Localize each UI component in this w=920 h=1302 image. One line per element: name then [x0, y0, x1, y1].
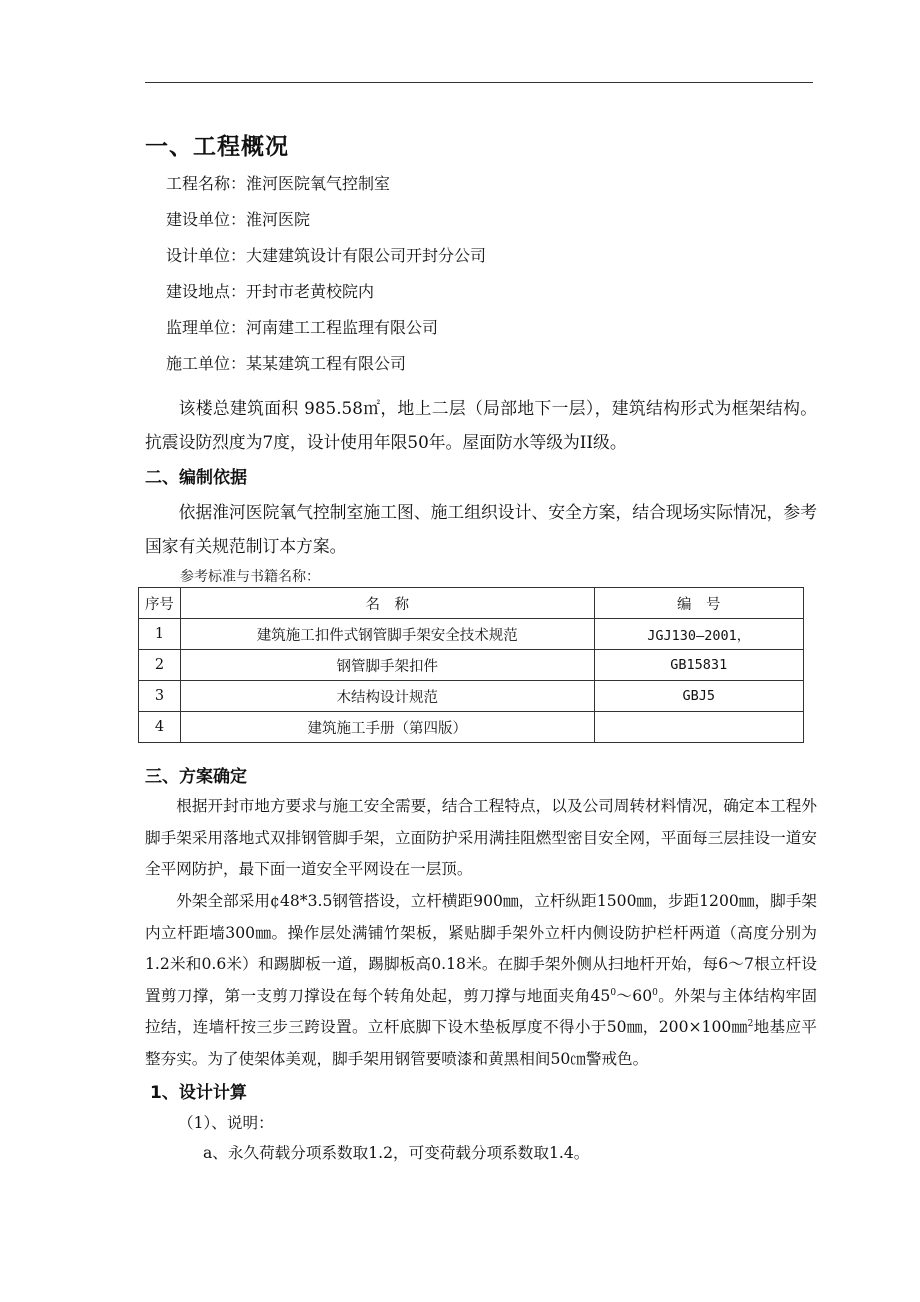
column-header: 名 称	[180, 588, 594, 619]
info-label: 建设地点：	[166, 282, 247, 301]
calc-item-a: a、永久荷载分项系数取1.2，可变荷载分项系数取1.4。	[203, 1144, 590, 1162]
info-value: 大建建筑设计有限公司开封分公司	[246, 246, 487, 265]
text-run: 外架全部采用¢48*3.5钢管搭设，立杆横距900㎜，立杆纵距1500㎜，步距1200㎜，脚手架内立杆距墙300㎜。操作层处满铺竹架板，紧贴脚手架外立杆内侧设防护栏杆两道（高度分别为1.2米和0.6米）和踢脚板一道，踢脚板高0.18米。在脚手架外侧从扫地杆开始，每6～7根立杆设置剪刀撑，第一支剪刀撑设在每个转角处起，剪刀撑与地面夹角45	[145, 892, 817, 1005]
info-label: 监理单位：	[166, 318, 247, 337]
column-header: 序号	[139, 588, 181, 619]
scheme-paragraph-2	[145, 886, 817, 1075]
references-caption: 参考标准与书籍名称：	[180, 569, 320, 585]
table-row	[139, 712, 804, 743]
degree-superscript: 0	[610, 987, 617, 998]
info-label: 设计单位：	[166, 246, 247, 265]
table-row	[139, 650, 804, 681]
text-run: 地基应平整夯实。为了使架体美观，脚手架用钢管要喷漆和黄黑相间50㎝警戒色。	[145, 1018, 817, 1068]
table-cell: 4	[139, 712, 181, 743]
info-row-location	[166, 282, 374, 302]
info-row-project-name	[166, 174, 390, 194]
references-table	[138, 587, 804, 743]
table-header-row	[139, 588, 804, 619]
info-value: 开封市老黄校院内	[246, 282, 375, 301]
info-row-supervisor	[166, 318, 438, 338]
table-cell: 2	[139, 650, 181, 681]
info-row-designer	[166, 246, 486, 266]
info-value: 淮河医院	[246, 210, 311, 229]
header-rule	[145, 82, 813, 83]
table-cell: GB15831	[594, 650, 803, 681]
info-label: 施工单位：	[166, 354, 247, 373]
table-cell: 3	[139, 681, 181, 712]
degree-superscript: 0	[652, 987, 658, 998]
info-row-client	[166, 210, 310, 230]
section-title-overview: 一、工程概况	[145, 134, 289, 160]
text-run: ～60	[616, 986, 653, 1005]
calc-item-note: （1）、说明：	[178, 1114, 274, 1132]
table-row	[139, 619, 804, 650]
table-cell	[594, 712, 803, 743]
text-run: 。外架与主体结构牢固拉结，连墙杆按三步三跨设置。立杆底脚下设木垫板厚度不得小于50㎜，200×100㎜	[145, 986, 817, 1036]
info-row-contractor	[166, 354, 406, 374]
info-value: 河南建工工程监理有限公司	[246, 318, 439, 337]
info-label: 建设单位：	[166, 210, 247, 229]
column-header: 编 号	[594, 588, 803, 619]
table-cell: JGJ130—2001，	[594, 619, 803, 650]
table-cell: 木结构设计规范	[180, 681, 594, 712]
overview-paragraph: 该楼总建筑面积 985.58㎡，地上二层（局部地下一层），建筑结构形式为框架结构。抗震设防烈度为7度，设计使用年限50年。屋面防水等级为II级。	[145, 398, 817, 452]
table-cell: 建筑施工扣件式钢管脚手架安全技术规范	[180, 619, 594, 650]
section-title-scheme: 三、方案确定	[145, 767, 247, 787]
section-title-basis: 二、编制依据	[145, 468, 247, 488]
square-superscript: 2	[747, 1019, 754, 1029]
table-cell: GBJ5	[594, 681, 803, 712]
info-label: 工程名称：	[166, 174, 247, 193]
table-cell: 建筑施工手册（第四版）	[180, 712, 594, 743]
table-row	[139, 681, 804, 712]
table-cell: 钢管脚手架扣件	[180, 650, 594, 681]
info-value: 某某建筑工程有限公司	[246, 354, 407, 373]
subsection-title-design-calc: 1、设计计算	[150, 1083, 247, 1103]
table-cell: 1	[139, 619, 181, 650]
basis-paragraph: 依据淮河医院氧气控制室施工图、施工组织设计、安全方案，结合现场实际情况，参考国家有关规范制订本方案。	[145, 502, 817, 556]
info-value: 淮河医院氧气控制室	[246, 174, 391, 193]
scheme-paragraph-1: 根据开封市地方要求与施工安全需要，结合工程特点，以及公司周转材料情况，确定本工程外脚手架采用落地式双排钢管脚手架，立面防护采用满挂阻燃型密目安全网，平面每三层挂设一道安全平网防护，最下面一道安全平网设在一层顶。	[145, 797, 817, 878]
